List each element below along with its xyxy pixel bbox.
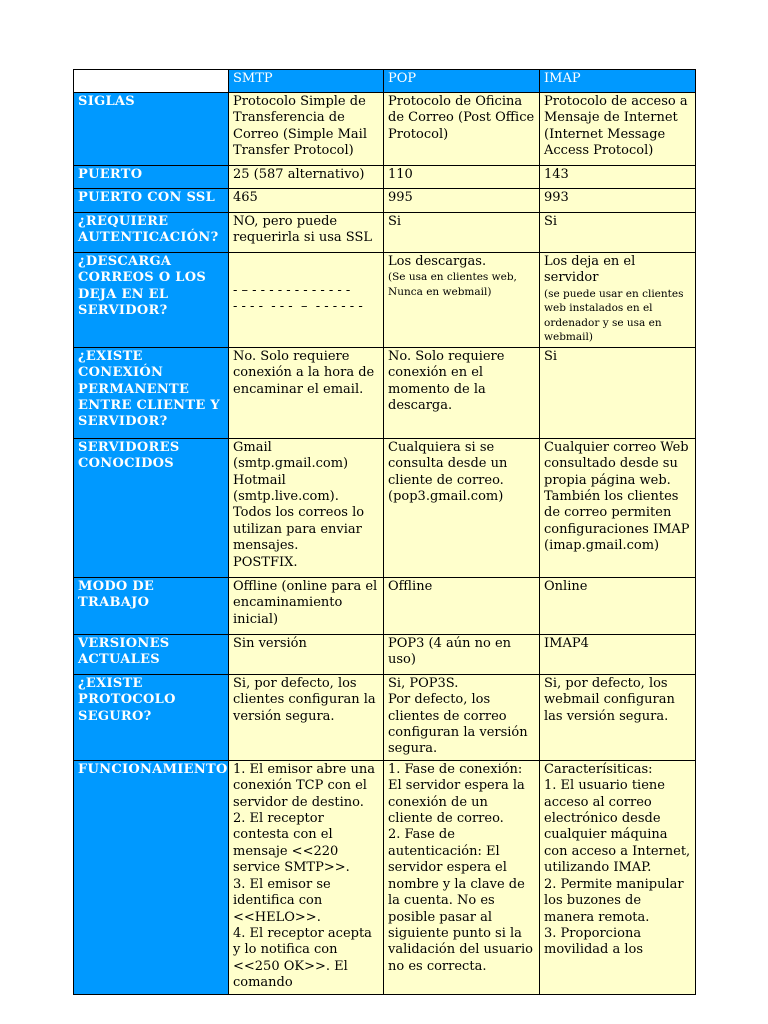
cell-pop xyxy=(384,253,540,348)
cell-imap xyxy=(540,253,696,348)
table-row xyxy=(74,674,696,760)
protocol-comparison-table-container xyxy=(73,69,695,995)
cell-smtp xyxy=(229,253,384,348)
header-pop: POP xyxy=(384,70,540,93)
cell-imap: Si xyxy=(540,213,696,253)
cell-imap: Cualquier correo Web consultado desde su propia página web. También los clientes de correo permiten configuraciones IMAP (imap.gmail.com) xyxy=(540,438,696,577)
row-label: SERVIDORES CONOCIDOS xyxy=(74,438,229,577)
cell-imap: Protocolo de acceso a Mensaje de Internet (Internet Message Access Protocol) xyxy=(540,93,696,166)
cell-smtp: NO, pero puede requerirla si usa SSL xyxy=(229,213,384,253)
cell-smtp: 1. El emisor abre una conexión TCP con el servidor de destino. 2. El receptor contesta con el mensaje <<220 service SMTP>>. 3. El emisor se identifica con <<HELO>>. 4. El receptor acepta y lo notifica con <<250 OK>>. El comando xyxy=(229,760,384,994)
cell-smtp: Protocolo Simple de Transferencia de Correo (Simple Mail Transfer Protocol) xyxy=(229,93,384,166)
cell-note: (se puede usar en clientes web instalados en el ordenador y se usa en webmail) xyxy=(544,287,684,344)
header-imap: IMAP xyxy=(540,70,696,93)
row-label: ¿EXISTE PROTOCOLO SEGURO? xyxy=(74,674,229,760)
row-label: SIGLAS xyxy=(74,93,229,166)
cell-smtp: No. Solo requiere conexión a la hora de encaminar el email. xyxy=(229,347,384,438)
row-label: PUERTO xyxy=(74,166,229,189)
table-row xyxy=(74,634,696,674)
cell-imap: 993 xyxy=(540,189,696,213)
header-row xyxy=(74,70,696,93)
cell-main-text: Los deja en el servidor xyxy=(544,254,636,286)
cell-imap: Si, por defecto, los webmail configuran las versión segura. xyxy=(540,674,696,760)
row-label: VERSIONES ACTUALES xyxy=(74,634,229,674)
row-label: PUERTO CON SSL xyxy=(74,189,229,213)
cell-smtp: 25 (587 alternativo) xyxy=(229,166,384,189)
dash-placeholder: - – - - - - - - - - - - - - - - - - - - - – - - - - - - xyxy=(233,283,363,315)
cell-smtp: Sin versión xyxy=(229,634,384,674)
cell-main-text: Los descargas. xyxy=(388,254,487,269)
row-label: ¿DESCARGA CORREOS O LOS DEJA EN EL SERVIDOR? xyxy=(74,253,229,348)
cell-pop: Si, POP3S. Por defecto, los clientes de correo configuran la versión segura. xyxy=(384,674,540,760)
row-label: FUNCIONAMIENTO xyxy=(74,760,229,994)
header-corner-cell xyxy=(74,70,229,93)
cell-pop: Si xyxy=(384,213,540,253)
cell-imap: 143 xyxy=(540,166,696,189)
row-label: ¿REQUIERE AUTENTICACIÓN? xyxy=(74,213,229,253)
cell-pop: Protocolo de Oficina de Correo (Post Office Protocol) xyxy=(384,93,540,166)
row-label: ¿EXISTE CONEXIÓN PERMANENTE ENTRE CLIENTE Y SERVIDOR? xyxy=(74,347,229,438)
cell-pop: No. Solo requiere conexión en el momento de la descarga. xyxy=(384,347,540,438)
cell-pop: 1. Fase de conexión: El servidor espera la conexión de un cliente de correo. 2. Fase de autenticación: El servidor espera el nombre y la clave de la cuenta. No es posible pasar al siguiente punto si la validación del usuario no es correcta. xyxy=(384,760,540,994)
table-row xyxy=(74,166,696,189)
table-row xyxy=(74,253,696,348)
cell-pop: 995 xyxy=(384,189,540,213)
table-row xyxy=(74,347,696,438)
cell-smtp: Si, por defecto, los clientes configuran la versión segura. xyxy=(229,674,384,760)
table-row xyxy=(74,93,696,166)
cell-pop: Cualquiera si se consulta desde un cliente de correo. (pop3.gmail.com) xyxy=(384,438,540,577)
cell-pop: POP3 (4 aún no en uso) xyxy=(384,634,540,674)
header-smtp: SMTP xyxy=(229,70,384,93)
cell-imap: Online xyxy=(540,577,696,634)
table-row xyxy=(74,577,696,634)
row-label: MODO DE TRABAJO xyxy=(74,577,229,634)
cell-smtp: Gmail (smtp.gmail.com) Hotmail (smtp.live.com). Todos los correos lo utilizan para enviar mensajes. POSTFIX. xyxy=(229,438,384,577)
table-row xyxy=(74,438,696,577)
cell-smtp: Offline (online para el encaminamiento inicial) xyxy=(229,577,384,634)
cell-pop: Offline xyxy=(384,577,540,634)
cell-note: (Se usa en clientes web, Nunca en webmail) xyxy=(388,271,517,298)
cell-imap: Caracterísiticas: 1. El usuario tiene acceso al correo electrónico desde cualquier máquina con acceso a Internet, utilizando IMAP. 2. Permite manipular los buzones de manera remota. 3. Proporciona movilidad a los xyxy=(540,760,696,994)
cell-imap: IMAP4 xyxy=(540,634,696,674)
table-row xyxy=(74,189,696,213)
table-row xyxy=(74,213,696,253)
table-row xyxy=(74,760,696,994)
cell-smtp: 465 xyxy=(229,189,384,213)
cell-pop: 110 xyxy=(384,166,540,189)
cell-imap: Si xyxy=(540,347,696,438)
protocol-comparison-table xyxy=(73,69,696,995)
